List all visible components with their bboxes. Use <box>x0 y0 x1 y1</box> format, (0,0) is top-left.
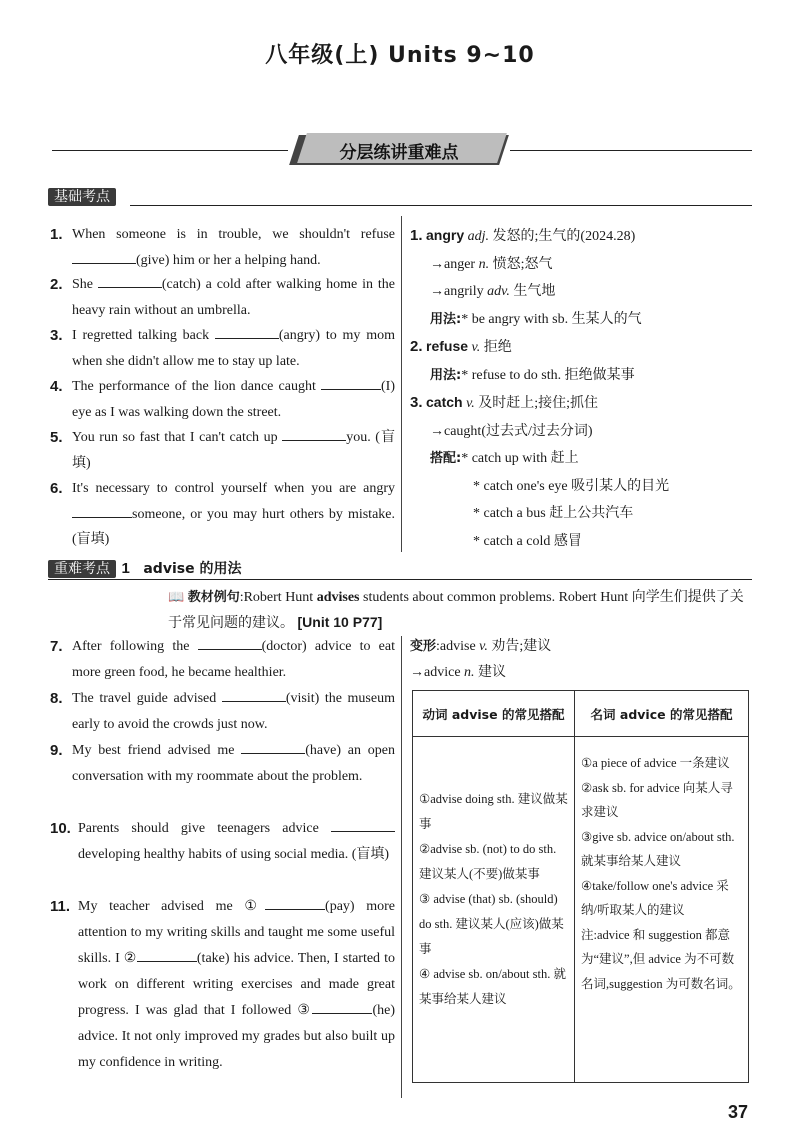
verb-collocations: ①advise doing sth. 建议做某事 ②advise sb. (not) to do sth. 建议某人(不要)做某事 ③ advise (that) sb. (should) do sth. 建议某人(应该)做某事 ④ advise sb. on/about sth. 就某事给某人建议 <box>413 737 575 1083</box>
key-tag: 重难考点 1 advise 的用法 <box>48 558 241 578</box>
book-icon: 📖 <box>168 590 185 605</box>
answer-blank[interactable] <box>265 894 325 910</box>
answer-blank[interactable] <box>72 502 132 518</box>
answer-blank[interactable] <box>98 272 162 288</box>
question-9: 9. My best friend advised me (have) an open conversation with my roommate about the problem. <box>50 738 395 789</box>
question-11: 11. My teacher advised me ① (pay) more attention to my writing skills and taught me some useful skills. I ② (take) his advice. Then, I started to work on different writing exercises and made great progress. I was glad that I followed ③ (he) advice. It not only improved my grades but also built up my confidence in writing. <box>50 894 395 1076</box>
question-3: 3. I regretted talking back (angry) to my mom when she didn't allow me to stay up late. <box>50 323 395 374</box>
table-head-verb: 动词 advise 的常见搭配 <box>413 691 575 737</box>
answer-blank[interactable] <box>72 248 136 264</box>
column-divider <box>401 216 402 552</box>
answer-blank[interactable] <box>282 425 346 441</box>
basic-tag-label: 基础考点 <box>48 188 116 206</box>
variant-note: 变形:advise v. 劝告;建议 →advice n. 建议 <box>410 639 552 680</box>
question-7: 7. After following the (doctor) advice to eat more green food, he became healthier. <box>50 634 395 685</box>
answer-blank[interactable] <box>198 634 262 650</box>
key-title: advise 的用法 <box>143 561 242 577</box>
key-tag-line <box>48 579 752 580</box>
section-title: 分层练讲重难点 <box>339 143 459 163</box>
noun-collocations: ①a piece of advice 一条建议 ②ask sb. for advice 向某人寻求建议 ③give sb. advice on/about sth. 就某事给某人建议 ④take/follow one's advice 采纳/听取某人的建议 注:advice 和 suggestion 都意为“建议”,但 advice 为不可数名词,suggestion 为可数名词。 <box>575 737 749 1083</box>
question-4: 4. The performance of the lion dance caught (I) eye as I was walking down the street. <box>50 374 395 425</box>
answer-blank[interactable] <box>321 374 381 390</box>
answer-blank[interactable] <box>215 323 279 339</box>
vocab-angry: 1. angry adj. 发怒的;生气的(2024.28) <box>410 227 636 244</box>
question-5: 5. You run so fast that I can't catch up you. (盲填) <box>50 425 395 476</box>
vocab-catch: 3. catch v. 及时赶上;接住;抓住 <box>410 394 599 411</box>
table-head-noun: 名词 advice 的常见搭配 <box>575 691 749 737</box>
basic-tag-line <box>130 205 752 206</box>
question-2: 2. She (catch) a cold after walking home in the heavy rain without an umbrella. <box>50 272 395 323</box>
question-10: 10. Parents should give teenagers advice developing healthy habits of using social media. (盲填) <box>50 816 395 867</box>
question-6: 6. It's necessary to control yourself when you are angry someone, or you may hurt others by mistake. (盲填) <box>50 480 395 547</box>
page-title: 八年级(上) Units 9~10 <box>265 43 535 68</box>
answer-blank[interactable] <box>331 816 395 832</box>
answer-blank[interactable] <box>241 738 305 754</box>
answer-blank[interactable] <box>222 686 286 702</box>
basic-tag <box>48 186 116 206</box>
question-8: 8. The travel guide advised (visit) the museum early to avoid the crowds just now. <box>50 686 395 737</box>
answer-blank[interactable] <box>312 998 372 1014</box>
answer-blank[interactable] <box>137 946 197 962</box>
textbook-example: 📖 教材例句:Robert Hunt advises students about common problems. Robert Hunt 向学生们提供了关于常见问题的建议。 [Unit 10 P77] <box>168 590 744 631</box>
vocab-notes: 1. angry adj. 发怒的;生气的(2024.28) →anger n. 愤怒;怒气 →angrily adv. 生气地 用法:* be angry with sb. 生某人的气 2. refuse v. 拒绝 用法:* refuse to do sth. 拒绝做某事 3. catch v. 及时赶上;接住;抓住 →caught(过去式/过去分词) 搭配:* catch up with 赶上 * catch one's eye 吸引某人的目光 * catch a bus 赶上公共汽车 * catch a cold 感冒 <box>410 222 755 555</box>
collocation-table <box>412 690 749 1083</box>
vocab-refuse: 2. refuse v. 拒绝 <box>410 338 512 355</box>
column-divider-2 <box>401 636 402 1098</box>
question-1: 1. When someone is in trouble, we shouldn't refuse (give) him or her a helping hand. <box>50 226 395 268</box>
page-number: 37 <box>727 1102 748 1122</box>
section-badge <box>288 133 510 167</box>
key-tag-label: 重难考点 <box>48 560 116 578</box>
